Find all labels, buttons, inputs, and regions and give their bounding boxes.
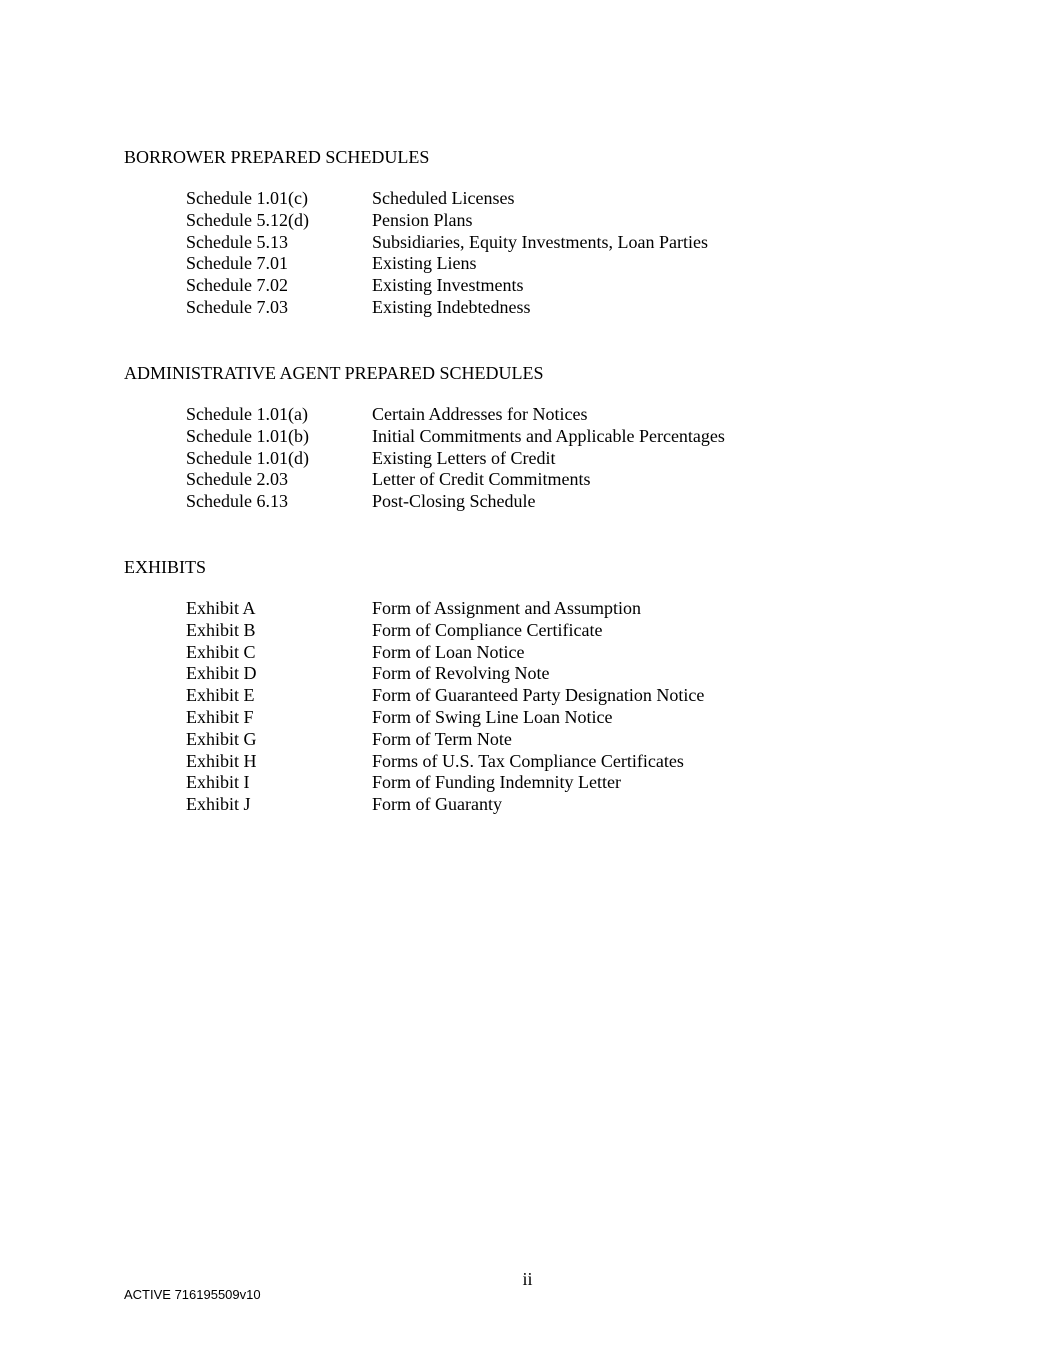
list-item bbox=[186, 426, 944, 448]
item-title: Form of Loan Notice bbox=[372, 641, 525, 662]
item-code: Exhibit G bbox=[186, 728, 257, 749]
item-code: Exhibit F bbox=[186, 706, 254, 727]
list-item bbox=[186, 707, 944, 729]
list-item bbox=[186, 404, 944, 426]
item-code: Exhibit I bbox=[186, 772, 250, 793]
item-title: Subsidiaries, Equity Investments, Loan Parties bbox=[372, 231, 708, 252]
item-title: Form of Swing Line Loan Notice bbox=[372, 706, 613, 727]
list-item bbox=[186, 188, 944, 210]
item-title: Letter of Credit Commitments bbox=[372, 469, 591, 490]
exhibit-list bbox=[124, 598, 944, 816]
section-heading: BORROWER PREPARED SCHEDULES bbox=[124, 147, 430, 167]
list-item bbox=[186, 491, 944, 513]
item-title: Forms of U.S. Tax Compliance Certificates bbox=[372, 750, 684, 771]
item-title: Form of Assignment and Assumption bbox=[372, 598, 642, 618]
item-code: Schedule 7.03 bbox=[186, 296, 288, 317]
item-code: Schedule 1.01(d) bbox=[186, 447, 309, 468]
list-item bbox=[186, 448, 944, 470]
list-item bbox=[186, 210, 944, 232]
item-code: Schedule 5.13 bbox=[186, 231, 288, 252]
item-code: Exhibit E bbox=[186, 685, 255, 706]
list-item bbox=[186, 642, 944, 664]
document-id: ACTIVE 716195509v10 bbox=[124, 1287, 261, 1302]
list-item bbox=[186, 729, 944, 751]
list-item bbox=[186, 598, 944, 620]
list-item bbox=[186, 751, 944, 773]
agent-schedules-section bbox=[124, 362, 944, 513]
item-code: Exhibit J bbox=[186, 794, 251, 815]
item-title: Initial Commitments and Applicable Percentages bbox=[372, 425, 725, 446]
exhibits-section bbox=[124, 556, 944, 816]
item-title: Form of Funding Indemnity Letter bbox=[372, 772, 621, 793]
item-code: Schedule 7.01 bbox=[186, 253, 288, 274]
item-code: Exhibit C bbox=[186, 641, 256, 662]
list-item bbox=[186, 620, 944, 642]
borrower-schedules-section bbox=[124, 146, 944, 319]
page-number: ii bbox=[522, 1269, 533, 1289]
item-title: Existing Indebtedness bbox=[372, 296, 531, 317]
item-code: Schedule 1.01(c) bbox=[186, 188, 308, 208]
item-title: Form of Revolving Note bbox=[372, 663, 550, 684]
item-title: Certain Addresses for Notices bbox=[372, 404, 588, 424]
list-item bbox=[186, 469, 944, 491]
item-title: Form of Compliance Certificate bbox=[372, 619, 603, 640]
item-code: Schedule 1.01(a) bbox=[186, 404, 308, 424]
list-item bbox=[186, 253, 944, 275]
list-item bbox=[186, 663, 944, 685]
item-code: Schedule 5.12(d) bbox=[186, 209, 309, 230]
schedule-list bbox=[124, 188, 944, 319]
item-code: Schedule 6.13 bbox=[186, 491, 288, 512]
item-title: Existing Letters of Credit bbox=[372, 447, 556, 468]
schedule-list bbox=[124, 404, 944, 513]
list-item bbox=[186, 772, 944, 794]
list-item bbox=[186, 685, 944, 707]
item-title: Scheduled Licenses bbox=[372, 188, 515, 208]
item-title: Form of Guaranty bbox=[372, 794, 502, 815]
item-code: Exhibit A bbox=[186, 598, 256, 618]
item-title: Form of Guaranteed Party Designation Notice bbox=[372, 685, 705, 706]
list-item bbox=[186, 794, 944, 816]
item-code: Schedule 7.02 bbox=[186, 275, 288, 296]
item-title: Existing Liens bbox=[372, 253, 477, 274]
item-title: Pension Plans bbox=[372, 209, 473, 230]
list-item bbox=[186, 297, 944, 319]
item-title: Existing Investments bbox=[372, 275, 524, 296]
item-title: Post-Closing Schedule bbox=[372, 491, 536, 512]
section-heading: ADMINISTRATIVE AGENT PREPARED SCHEDULES bbox=[124, 363, 544, 383]
item-code: Exhibit H bbox=[186, 750, 257, 771]
item-code: Exhibit B bbox=[186, 619, 256, 640]
section-heading: EXHIBITS bbox=[124, 557, 206, 577]
item-code: Exhibit D bbox=[186, 663, 257, 684]
item-code: Schedule 1.01(b) bbox=[186, 425, 309, 446]
list-item bbox=[186, 275, 944, 297]
item-code: Schedule 2.03 bbox=[186, 469, 288, 490]
item-title: Form of Term Note bbox=[372, 728, 512, 749]
list-item bbox=[186, 232, 944, 254]
